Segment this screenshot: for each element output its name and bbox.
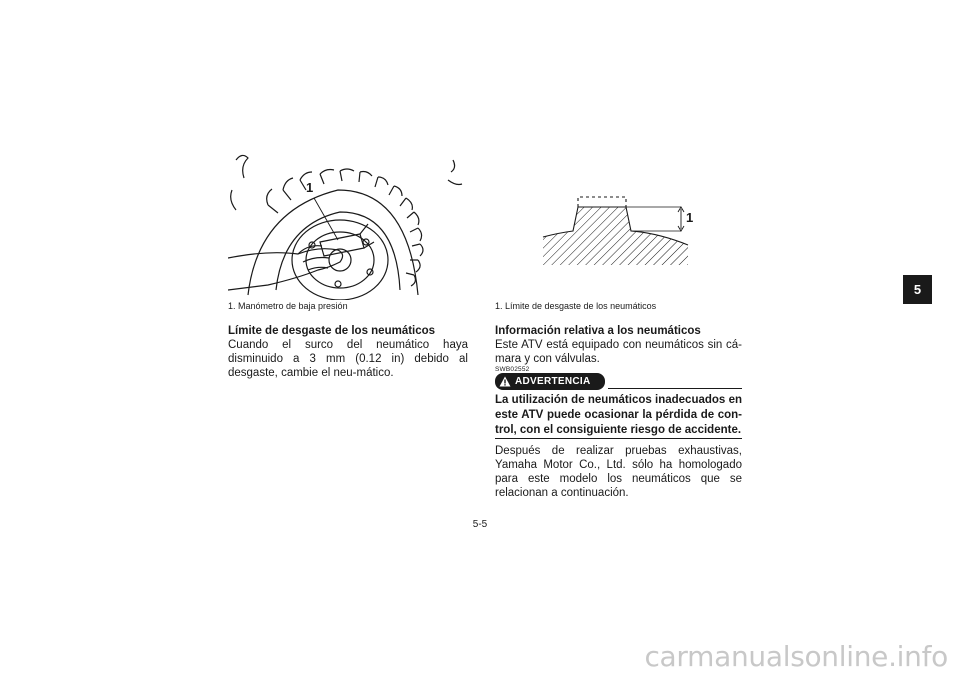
warning-triangle-icon [499,376,511,387]
chapter-tab: 5 [903,275,932,304]
figure-caption: 1. Manómetro de baja presión [228,301,348,311]
tire-pressure-gauge-illustration [228,150,468,300]
warning-code: SWB02552 [495,366,530,373]
warning-label: ADVERTENCIA [515,376,591,387]
warning-badge [495,373,605,390]
figure-callout-number: 1 [686,210,694,225]
section-heading: Información relativa a los neumáticos [495,325,701,337]
body-paragraph: Cuando el surco del neumático haya disminuido a 3 mm (0.12 in) debido al desgaste, cambie el neu-mático. [228,339,468,379]
page-number: 5-5 [472,519,488,530]
body-paragraph: Este ATV está equipado con neumáticos sin cá-mara y con válvulas. [495,339,742,365]
figure-caption: 1. Límite de desgaste de los neumáticos [495,301,657,311]
tread-wear-diagram [538,185,698,265]
section-heading: Límite de desgaste de los neumáticos [228,325,436,337]
warning-top-rule [608,388,742,389]
warning-text: La utilización de neumáticos inadecuados en este ATV puede ocasionar la pérdida de con-trol, con el consiguiente riesgo de accidente. [495,394,742,436]
warning-bottom-rule [495,438,742,439]
body-paragraph-2: Después de realizar pruebas exhaustivas, Yamaha Motor Co., Ltd. sólo ha homologado para este modelo los neumáticos que se relacionan a continuación. [495,445,742,499]
watermark-text: carmanualsonline.info [644,640,948,673]
figure-callout-number: 1 [306,180,314,195]
